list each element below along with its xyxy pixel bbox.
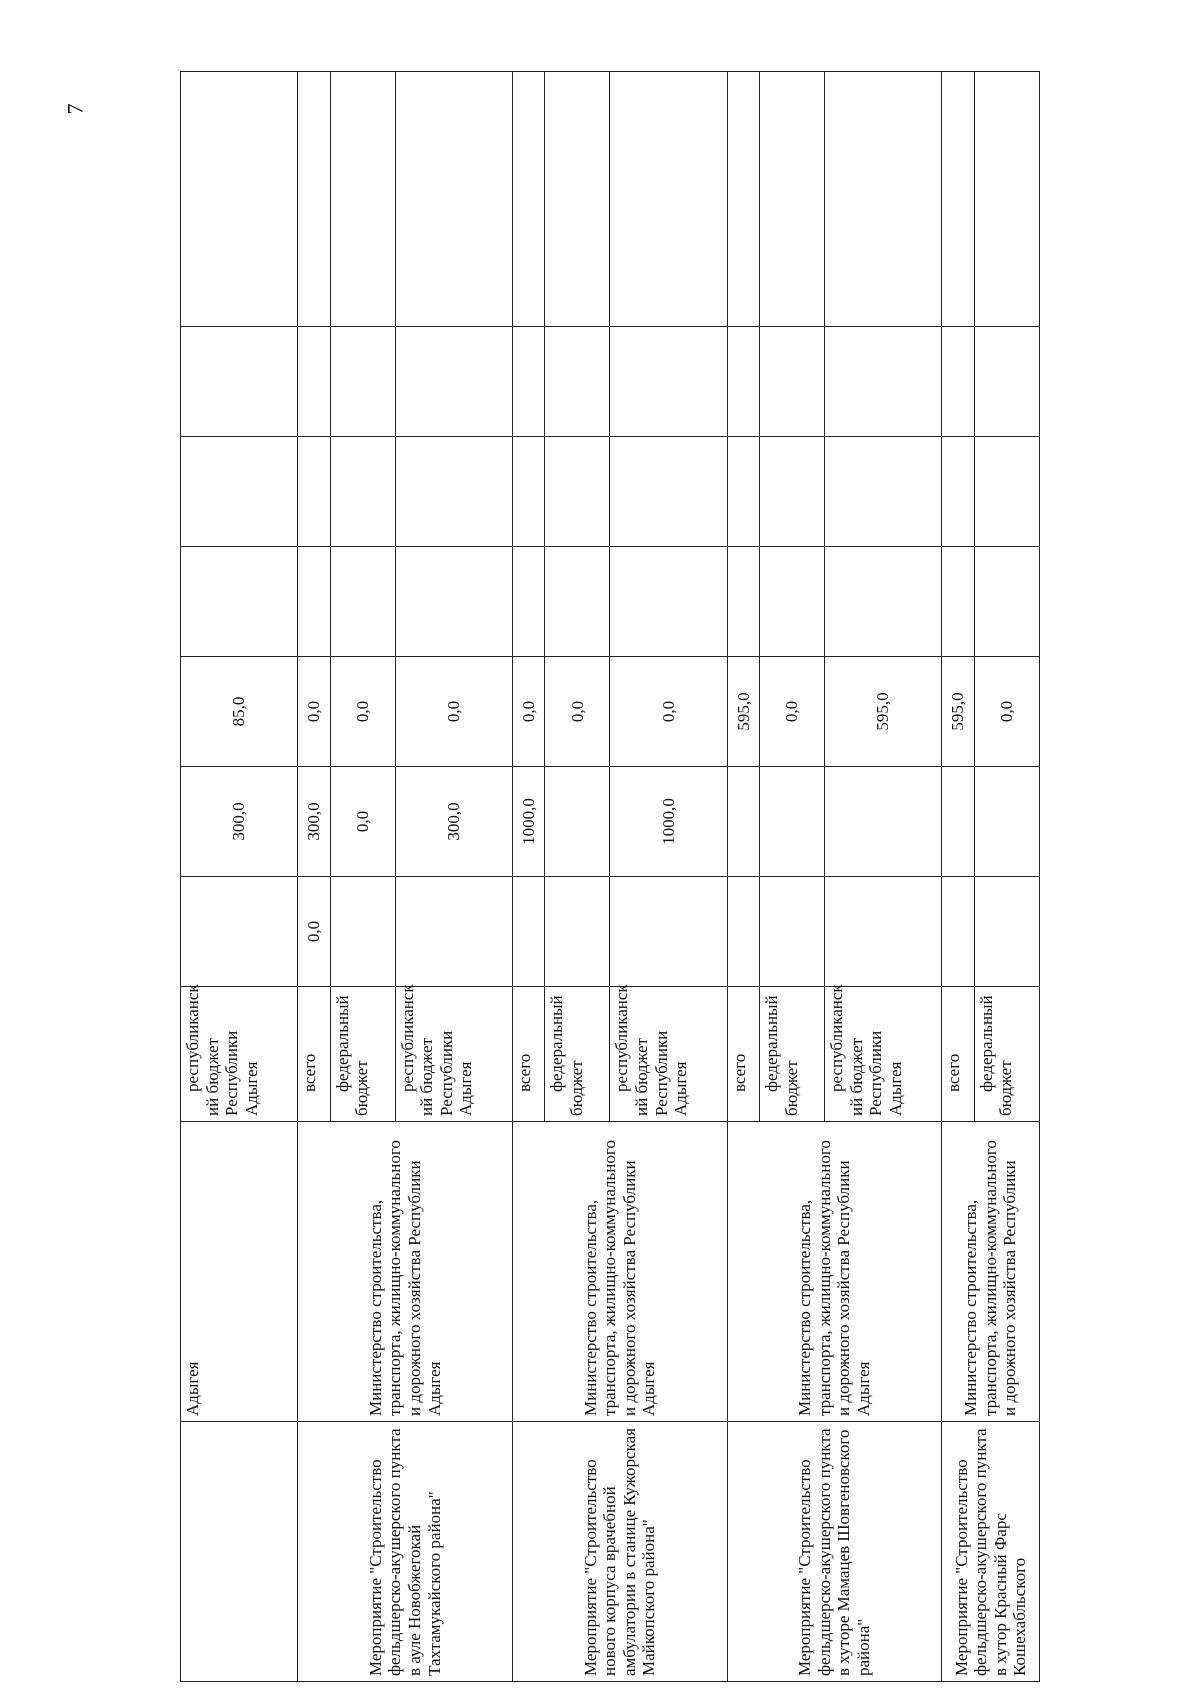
value-cell: 595,0 (942, 657, 975, 767)
table-row (512, 72, 545, 1682)
ministry-cell: Министерство строительства, транспорта, жилищно-коммунального и дорожного хозяйства Республики (942, 1122, 1040, 1422)
event-cell: Мероприятие "Строительство фельдшерско-акушерского пункта в ауле Новобжегокай Тахтамукайского района" (298, 1422, 513, 1682)
source-cell: всего (512, 987, 545, 1122)
value-cell: 300,0 (298, 767, 331, 877)
source-cell: всего (727, 987, 760, 1122)
table-row (727, 72, 760, 1682)
ministry-cell: Министерство строительства, транспорта, жилищно-коммунального и дорожного хозяйства Республики Адыгея (298, 1122, 513, 1422)
empty-cell (760, 547, 825, 657)
value-cell (395, 877, 512, 987)
empty-cell (727, 72, 760, 327)
empty-cell (512, 547, 545, 657)
value-cell: 0,0 (298, 657, 331, 767)
empty-cell (512, 327, 545, 437)
empty-cell (512, 437, 545, 547)
value-cell (512, 877, 545, 987)
empty-cell (760, 72, 825, 327)
value-cell (727, 877, 760, 987)
source-cell: республиканск ий бюджет Республики Адыгея (395, 987, 512, 1122)
value-cell: 300,0 (395, 767, 512, 877)
empty-cell (545, 327, 610, 437)
empty-cell (610, 327, 727, 437)
value-cell: 300,0 (181, 767, 298, 877)
empty-cell (942, 72, 975, 327)
empty-cell (974, 547, 1039, 657)
empty-cell (825, 327, 942, 437)
budget-table-sheet (180, 72, 1040, 1682)
value-cell: 0,0 (610, 657, 727, 767)
empty-cell (610, 547, 727, 657)
table-row (942, 72, 975, 1682)
empty-cell (395, 437, 512, 547)
value-cell (727, 767, 760, 877)
table-row (298, 72, 331, 1682)
value-cell: 0,0 (974, 657, 1039, 767)
empty-cell (545, 437, 610, 547)
empty-cell (825, 72, 942, 327)
value-cell: 0,0 (512, 657, 545, 767)
empty-cell (610, 437, 727, 547)
empty-cell (395, 72, 512, 327)
value-cell: 0,0 (330, 767, 395, 877)
value-cell: 0,0 (330, 657, 395, 767)
source-cell: всего (298, 987, 331, 1122)
value-cell (545, 767, 610, 877)
value-cell: 595,0 (727, 657, 760, 767)
empty-cell (298, 327, 331, 437)
empty-cell (330, 547, 395, 657)
empty-cell (181, 437, 298, 547)
value-cell (545, 877, 610, 987)
empty-cell (181, 547, 298, 657)
value-cell (825, 877, 942, 987)
source-cell: федеральный бюджет (760, 987, 825, 1122)
value-cell (181, 877, 298, 987)
value-cell (942, 877, 975, 987)
value-cell (942, 767, 975, 877)
value-cell: 0,0 (298, 877, 331, 987)
empty-cell (727, 437, 760, 547)
empty-cell (825, 437, 942, 547)
value-cell: 0,0 (395, 657, 512, 767)
empty-cell (181, 72, 298, 327)
table-row (181, 72, 298, 1682)
event-cell: Мероприятие "Строительство фельдшерско-акушерского пункта в хутор Красный Фарс Кошехабльского (942, 1422, 1040, 1682)
value-cell: 1000,0 (512, 767, 545, 877)
empty-cell (610, 72, 727, 327)
empty-cell (395, 327, 512, 437)
ministry-cell: Министерство строительства, транспорта, жилищно-коммунального и дорожного хозяйства Республики Адыгея (512, 1122, 727, 1422)
empty-cell (545, 547, 610, 657)
empty-cell (974, 72, 1039, 327)
empty-cell (974, 437, 1039, 547)
source-cell: федеральный бюджет (330, 987, 395, 1122)
source-cell: республиканск ий бюджет Республики Адыгея (181, 987, 298, 1122)
source-cell: федеральный бюджет (545, 987, 610, 1122)
empty-cell (727, 327, 760, 437)
organization-cell: Адыгея (181, 1122, 298, 1422)
value-cell (825, 767, 942, 877)
empty-cell (760, 437, 825, 547)
value-cell (974, 877, 1039, 987)
empty-cell (395, 547, 512, 657)
page-number: 7 (62, 103, 88, 115)
empty-cell (330, 327, 395, 437)
event-cell (181, 1422, 298, 1682)
value-cell: 1000,0 (610, 767, 727, 877)
event-cell: Мероприятие "Строительство нового корпуса врачебной амбулатории в станице Кужорская Майкопского района" (512, 1422, 727, 1682)
value-cell (610, 877, 727, 987)
source-cell: республиканск ий бюджет Республики Адыгея (825, 987, 942, 1122)
value-cell (760, 877, 825, 987)
empty-cell (298, 437, 331, 547)
empty-cell (942, 547, 975, 657)
empty-cell (760, 327, 825, 437)
source-cell: республиканск ий бюджет Республики Адыгея (610, 987, 727, 1122)
value-cell (330, 877, 395, 987)
empty-cell (974, 327, 1039, 437)
empty-cell (181, 327, 298, 437)
empty-cell (330, 72, 395, 327)
empty-cell (545, 72, 610, 327)
empty-cell (298, 547, 331, 657)
empty-cell (942, 437, 975, 547)
value-cell: 595,0 (825, 657, 942, 767)
source-cell: федеральный бюджет (974, 987, 1039, 1122)
empty-cell (942, 327, 975, 437)
empty-cell (512, 72, 545, 327)
empty-cell (330, 437, 395, 547)
event-cell: Мероприятие "Строительство фельдшерско-акушерского пункта в хуторе Мамацев Шовгеновского района" (727, 1422, 942, 1682)
value-cell: 0,0 (545, 657, 610, 767)
budget-table (180, 71, 1040, 1682)
empty-cell (825, 547, 942, 657)
empty-cell (727, 547, 760, 657)
value-cell (974, 767, 1039, 877)
value-cell: 85,0 (181, 657, 298, 767)
value-cell (760, 767, 825, 877)
source-cell: всего (942, 987, 975, 1122)
ministry-cell: Министерство строительства, транспорта, жилищно-коммунального и дорожного хозяйства Республики Адыгея (727, 1122, 942, 1422)
value-cell: 0,0 (760, 657, 825, 767)
empty-cell (298, 72, 331, 327)
